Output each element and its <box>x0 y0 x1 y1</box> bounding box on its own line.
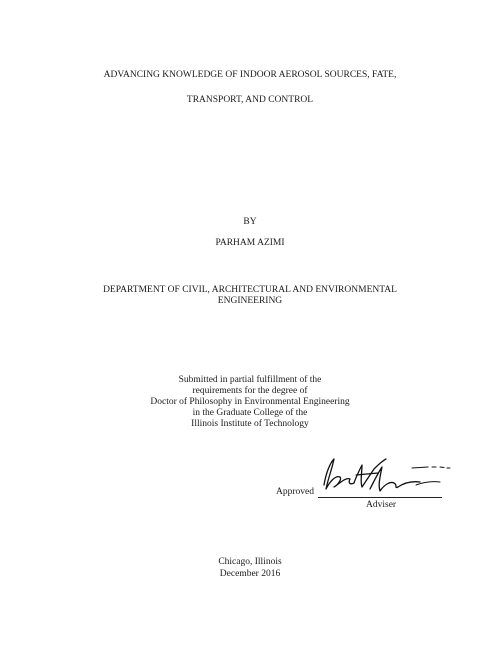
submission-line-2: requirements for the degree of <box>192 386 308 396</box>
submission-statement <box>0 375 500 430</box>
adviser-signature <box>320 455 454 497</box>
department-line-1: DEPARTMENT OF CIVIL, ARCHITECTURAL AND ENVIRONMENTAL <box>103 285 397 295</box>
thesis-title-line-2: TRANSPORT, AND CONTROL <box>186 95 314 105</box>
submission-line-4: in the Graduate College of the <box>192 408 308 418</box>
adviser-label: Adviser <box>366 500 397 510</box>
approved-label: Approved <box>276 487 314 497</box>
submission-line-5: Illinois Institute of Technology <box>191 419 309 429</box>
place: Chicago, Illinois <box>218 557 282 567</box>
date: December 2016 <box>219 569 281 579</box>
author-name: PARHAM AZIMI <box>215 238 285 248</box>
by-label: BY <box>243 217 257 227</box>
submission-line-3: Doctor of Philosophy in Environmental Engineering <box>150 397 350 407</box>
signature-line <box>318 497 442 498</box>
department-name <box>0 285 500 307</box>
thesis-title-line-1: ADVANCING KNOWLEDGE OF INDOOR AEROSOL SOURCES, FATE, <box>103 70 397 80</box>
submission-line-1: Submitted in partial fulfillment of the <box>178 375 322 385</box>
department-line-2: ENGINEERING <box>217 296 283 306</box>
approval-block <box>276 455 446 515</box>
